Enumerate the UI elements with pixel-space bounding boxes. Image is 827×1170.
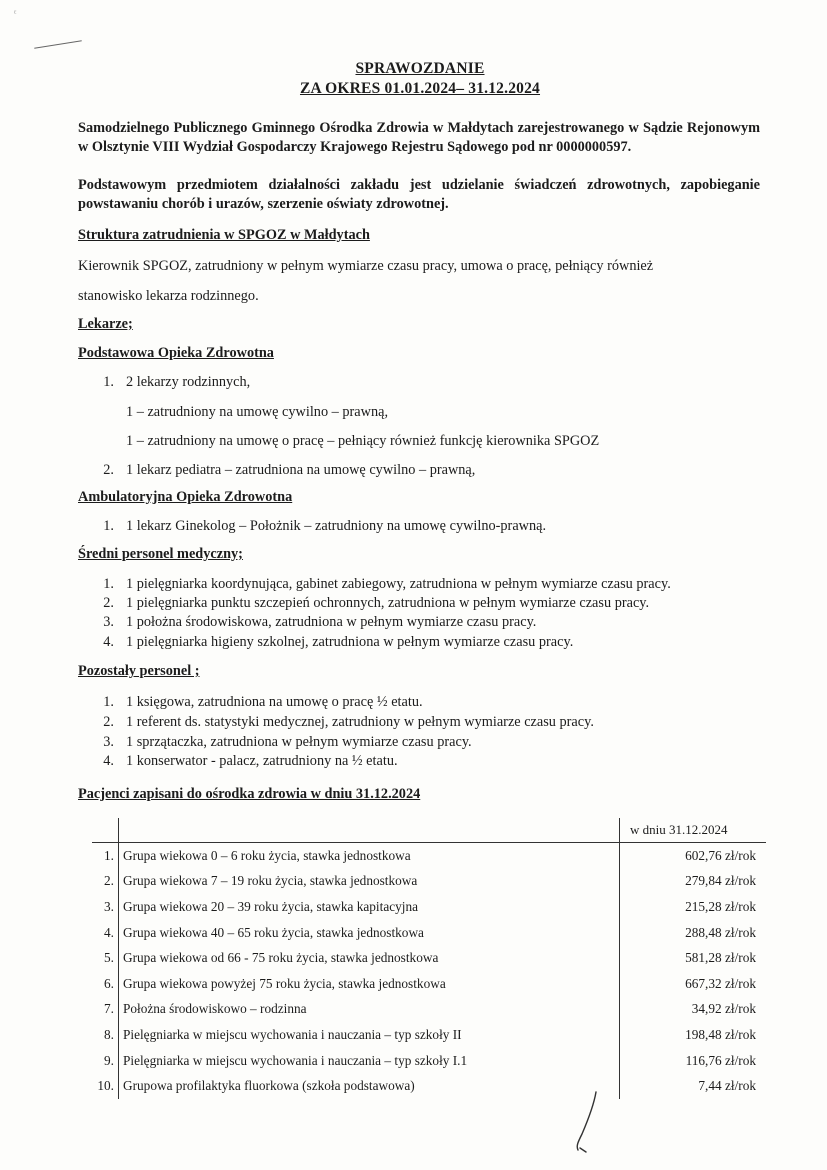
row-number: 2. <box>104 873 114 889</box>
table-row <box>92 869 766 895</box>
list-item: 1 referent ds. statystyki medycznej, zatrudniony w pełnym wymiarze czasu pracy. <box>126 714 594 730</box>
other-staff-heading: Pozostały personel ; <box>78 663 200 679</box>
table-row <box>92 1073 766 1099</box>
patients-heading: Pacjenci zapisani do ośrodka zdrowia w dniu 31.12.2024 <box>78 786 421 802</box>
list-item: 1 położna środowiskowa, zatrudniona w pełnym wymiarze czasu pracy. <box>126 614 537 630</box>
row-name: Położna środowiskowo – rodzinna <box>119 997 620 1023</box>
row-number: 7. <box>104 1001 114 1017</box>
poz-heading: Podstawowa Opieka Zdrowotna <box>78 345 274 361</box>
list-item: 1 – zatrudniony na umowę o pracę – pełniący również funkcję kierownika SPGOZ <box>126 433 600 449</box>
row-number: 3. <box>104 898 114 914</box>
row-number: 4. <box>104 924 114 940</box>
nurses-heading: Średni personel medyczny; <box>78 546 243 562</box>
list-number: 1. <box>103 694 114 710</box>
row-name: Pielęgniarka w miejscu wychowania i nauczania – typ szkoły II <box>119 1022 620 1048</box>
table-row <box>92 920 766 946</box>
list-item: 1 pielęgniarka koordynująca, gabinet zabiegowy, zatrudniona w pełnym wymiarze czasu pracy. <box>126 576 671 592</box>
list-number: 1. <box>103 518 114 534</box>
table-header-date: w dniu 31.12.2024 <box>620 818 767 843</box>
row-value: 602,76 zł/rok <box>685 847 756 863</box>
row-value: 279,84 zł/rok <box>685 873 756 889</box>
row-number: 10. <box>97 1078 114 1094</box>
list-item: 1 – zatrudniony na umowę cywilno – prawną, <box>126 404 389 420</box>
corner-mark: ᵋ <box>14 8 17 19</box>
row-value: 215,28 zł/rok <box>685 898 756 914</box>
aos-heading: Ambulatoryjna Opieka Zdrowotna <box>78 489 293 505</box>
row-value: 7,44 zł/rok <box>698 1078 756 1094</box>
row-number: 5. <box>104 950 114 966</box>
list-item: 1 lekarz pediatra – zatrudniona na umowę cywilno – prawną, <box>126 462 476 478</box>
document-period: ZA OKRES 01.01.2024– 31.12.2024 <box>299 80 541 97</box>
row-number: 8. <box>104 1026 114 1042</box>
row-name: Grupa wiekowa 7 – 19 roku życia, stawka jednostkowa <box>119 869 620 895</box>
row-name: Grupa wiekowa od 66 - 75 roku życia, stawka jednostkowa <box>119 945 620 971</box>
row-number: 6. <box>104 975 114 991</box>
table-row <box>92 971 766 997</box>
document-title: SPRAWOZDANIE <box>355 60 485 77</box>
list-item: 2 lekarzy rodzinnych, <box>126 374 251 390</box>
table-row <box>92 1048 766 1074</box>
pen-stroke-mark <box>34 40 82 48</box>
row-name: Grupa wiekowa 0 – 6 roku życia, stawka jednostkowa <box>119 843 620 869</box>
row-name: Grupowa profilaktyka fluorkowa (szkoła podstawowa) <box>119 1073 620 1099</box>
list-number: 2. <box>103 595 114 611</box>
row-name: Grupa wiekowa 40 – 65 roku życia, stawka jednostkowa <box>119 920 620 946</box>
list-number: 1. <box>103 374 114 390</box>
list-number: 4. <box>103 634 114 650</box>
row-name: Grupa wiekowa 20 – 39 roku życia, stawka kapitacyjna <box>119 894 620 920</box>
table-row <box>92 843 766 869</box>
row-value: 198,48 zł/rok <box>685 1026 756 1042</box>
rates-table <box>92 818 766 1099</box>
list-number: 2. <box>103 714 114 730</box>
row-value: 581,28 zł/rok <box>685 950 756 966</box>
structure-heading: Struktura zatrudnienia w SPGOZ w Małdytach <box>78 227 370 243</box>
list-item: 1 pielęgniarka punktu szczepień ochronnych, zatrudniona w pełnym wymiarze czasu pracy. <box>126 595 650 611</box>
list-number: 3. <box>103 734 114 750</box>
list-item: 1 konserwator - palacz, zatrudniony na ½ etatu. <box>126 753 398 769</box>
list-item: 1 lekarz Ginekolog – Położnik – zatrudniony na umowę cywilno-prawną. <box>126 518 547 534</box>
signature-mark <box>566 1090 606 1154</box>
row-number: 9. <box>104 1052 114 1068</box>
list-item: 1 sprzątaczka, zatrudniona w pełnym wymiarze czasu pracy. <box>126 734 472 750</box>
table-row <box>92 894 766 920</box>
list-number: 1. <box>103 576 114 592</box>
doctors-heading: Lekarze; <box>78 316 133 332</box>
row-value: 667,32 zł/rok <box>685 975 756 991</box>
list-item: 1 pielęgniarka higieny szkolnej, zatrudniona w pełnym wymiarze czasu pracy. <box>126 634 574 650</box>
intro-registration: Samodzielnego Publicznego Gminnego Ośrodka Zdrowia w Małdytach zarejestrowanego w Sądzie Rejonowym w Olsztynie VIII Wydział Gospodarczy Krajowego Rejestru Sądowego pod nr 0000000597. <box>78 120 760 155</box>
table-row <box>92 997 766 1023</box>
row-name: Pielęgniarka w miejscu wychowania i nauczania – typ szkoły I.1 <box>119 1048 620 1074</box>
row-value: 288,48 zł/rok <box>685 924 756 940</box>
list-number: 2. <box>103 462 114 478</box>
table-header-row <box>92 818 766 843</box>
row-number: 1. <box>104 847 114 863</box>
row-value: 116,76 zł/rok <box>685 1052 756 1068</box>
row-name: Grupa wiekowa powyżej 75 roku życia, stawka jednostkowa <box>119 971 620 997</box>
list-number: 3. <box>103 614 114 630</box>
intro-purpose: Podstawowym przedmiotem działalności zakładu jest udzielanie świadczeń zdrowotnych, zapobieganie powstawaniu chorób i urazów, szerzenie oświaty zdrowotnej. <box>78 177 760 212</box>
table-row <box>92 1022 766 1048</box>
structure-text: Kierownik SPGOZ, zatrudniony w pełnym wymiarze czasu pracy, umowa o pracę, pełniący również <box>78 258 654 274</box>
list-number: 4. <box>103 753 114 769</box>
row-value: 34,92 zł/rok <box>691 1001 756 1017</box>
list-item: 1 księgowa, zatrudniona na umowę o pracę ½ etatu. <box>126 694 423 710</box>
table-row <box>92 945 766 971</box>
structure-text-2: stanowisko lekarza rodzinnego. <box>78 288 259 304</box>
